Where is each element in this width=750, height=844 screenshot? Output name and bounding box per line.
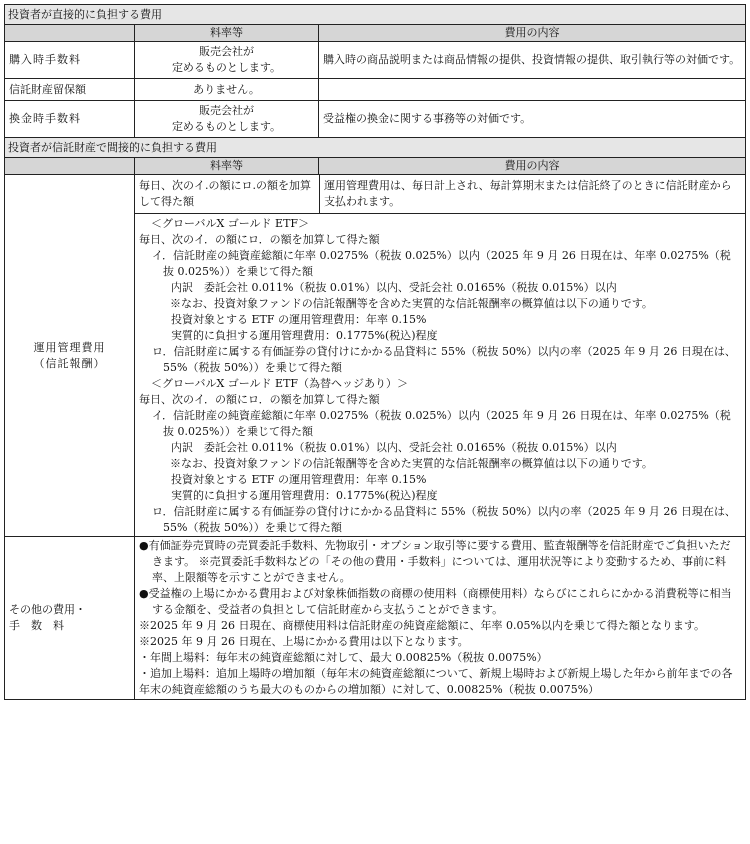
row-content-purchase-fee: 購入時の商品説明または商品情報の提供、投資情報の提供、取引執行等の対価です。 xyxy=(319,42,746,79)
direct-section-title: 投資者が直接的に負担する費用 xyxy=(5,5,746,25)
management-fee-top xyxy=(135,175,745,214)
fund2-breakdown: 内訳 委託会社 0.011%（税抜 0.01%）以内、受託会社 0.0165%（税抜 0.015%）以内 xyxy=(171,441,617,454)
fee-table-container xyxy=(4,4,745,700)
management-detail xyxy=(139,214,741,536)
row-label-retention: 信託財産留保額 xyxy=(5,79,135,101)
fund1-i: イ．信託財産の純資産総額に年率 0.0275%（税抜 0.025%）以内（2025 年 9 月 26 日現在は、年率 0.0275%（税抜 0.025%））を乗じて得た額 xyxy=(152,249,731,278)
fund2-i: イ．信託財産の純資産総額に年率 0.0275%（税抜 0.025%）以内（2025 年 9 月 26 日現在は、年率 0.0275%（税抜 0.025%））を乗じて得た額 xyxy=(152,409,731,438)
fund1-line1: 毎日、次のイ．の額にロ．の額を加算して得た額 xyxy=(139,233,380,246)
fund2-etf-fee: 投資対象とする ETF の運用管理費用：年率 0.15% xyxy=(171,473,427,486)
management-top-rate: 毎日、次のイ.の額にロ.の額を加算して得た額 xyxy=(135,175,320,213)
rate-line: 定めるものとします。 xyxy=(171,61,282,74)
other-fees-body xyxy=(135,537,746,700)
row-content-retention xyxy=(319,79,746,101)
rate-line: 販売会社が xyxy=(199,45,254,58)
other-p3: ※2025 年 9 月 26 日現在、商標使用料は信託財産の純資産総額に、年率 0.05%以内を乗じて得た額となります。 xyxy=(139,619,706,632)
other-p2: ●受益権の上場にかかる費用および対象株価指数の商標の使用料（商標使用料）ならびにこれらにかかる消費税等に相当する金額を、受益者の負担として信託財産から支払うことができます。 xyxy=(139,587,732,616)
fund1-etf-fee: 投資対象とする ETF の運用管理費用：年率 0.15% xyxy=(171,313,427,326)
fund2-note: ※なお、投資対象ファンドの信託報酬等を含めた実質的な信託報酬率の概算値は以下の通りです。 xyxy=(170,457,653,470)
header-content: 費用の内容 xyxy=(319,25,746,42)
row-label-redemption-fee: 換金時手数料 xyxy=(5,101,135,138)
fund1-ro: ロ．信託財産に属する有価証券の貸付けにかかる品貸料に 55%（税抜 50%）以内の率（2025 年 9 月 26 日現在は、55%（税抜 50%））を乗じて得た額 xyxy=(152,345,736,374)
row-rate-redemption-fee xyxy=(135,101,319,138)
management-fee-label-line2: （信託報酬） xyxy=(33,356,106,370)
fee-table xyxy=(4,4,746,700)
header-rate-2: 料率等 xyxy=(135,158,319,175)
management-fee-label xyxy=(5,175,135,537)
header-content-2: 費用の内容 xyxy=(319,158,746,175)
row-content-redemption-fee: 受益権の換金に関する事務等の対価です。 xyxy=(319,101,746,138)
fund2-ro: ロ．信託財産に属する有価証券の貸付けにかかる品貸料に 55%（税抜 50%）以内の率（2025 年 9 月 26 日現在は、55%（税抜 50%））を乗じて得た額 xyxy=(152,505,736,534)
other-p1: ●有価証券売買時の売買委託手数料、先物取引・オプション取引等に要する費用、監査報酬等を信託財産でご負担いただきます。 ※売買委託手数料などの「その他の費用・手数料」については、運用状況等により変動するため、事前に料率、上限額等を示すことができません。 xyxy=(139,539,731,584)
fund2-line1: 毎日、次のイ．の額にロ．の額を加算して得た額 xyxy=(139,393,380,406)
other-p4: ※2025 年 9 月 26 日現在、上場にかかる費用は以下となります。 xyxy=(139,635,469,648)
rate-line: 定めるものとします。 xyxy=(171,120,282,133)
other-p5: ・年間上場料：毎年末の純資産総額に対して、最大 0.00825%（税抜 0.0075%） xyxy=(139,651,548,664)
fund1-breakdown: 内訳 委託会社 0.011%（税抜 0.01%）以内、受託会社 0.0165%（税抜 0.015%）以内 xyxy=(171,281,617,294)
management-fee-label-line1: 運用管理費用 xyxy=(33,340,106,354)
row-rate-purchase-fee xyxy=(135,42,319,79)
rate-line: 販売会社が xyxy=(199,104,254,117)
other-fees-label xyxy=(5,537,135,700)
other-fees-label-line2: 手 数 料 xyxy=(9,619,64,632)
fund2-name: ＜グローバルX ゴールド ETF（為替ヘッジあり）＞ xyxy=(151,377,409,390)
header-rate: 料率等 xyxy=(135,25,319,42)
header-blank xyxy=(5,25,135,42)
fund1-name: ＜グローバルX ゴールド ETF＞ xyxy=(151,217,310,230)
header-blank-2 xyxy=(5,158,135,175)
row-label-purchase-fee: 購入時手数料 xyxy=(5,42,135,79)
row-rate-retention: ありません。 xyxy=(135,79,319,101)
other-fees-label-line1: その他の費用・ xyxy=(9,603,86,616)
fund1-effective-fee: 実質的に負担する運用管理費用：0.1775%(税込)程度 xyxy=(171,329,438,342)
management-top-content: 運用管理費用は、毎日計上され、毎計算期末または信託終了のときに信託財産から支払われます。 xyxy=(324,179,732,208)
indirect-section-title: 投資者が信託財産で間接的に負担する費用 xyxy=(5,138,746,158)
fund2-effective-fee: 実質的に負担する運用管理費用：0.1775%(税込)程度 xyxy=(171,489,438,502)
management-fee-body xyxy=(135,175,746,537)
other-p6: ・追加上場料：追加上場時の増加額（毎年末の純資産総額について、新規上場時および新規上場した年から前年までの各年末の純資産総額のうち最大のものからの増加額）に対して、0.00825%（税抜 0.0075%） xyxy=(139,667,733,696)
fund1-note: ※なお、投資対象ファンドの信託報酬等を含めた実質的な信託報酬率の概算値は以下の通りです。 xyxy=(170,297,653,310)
